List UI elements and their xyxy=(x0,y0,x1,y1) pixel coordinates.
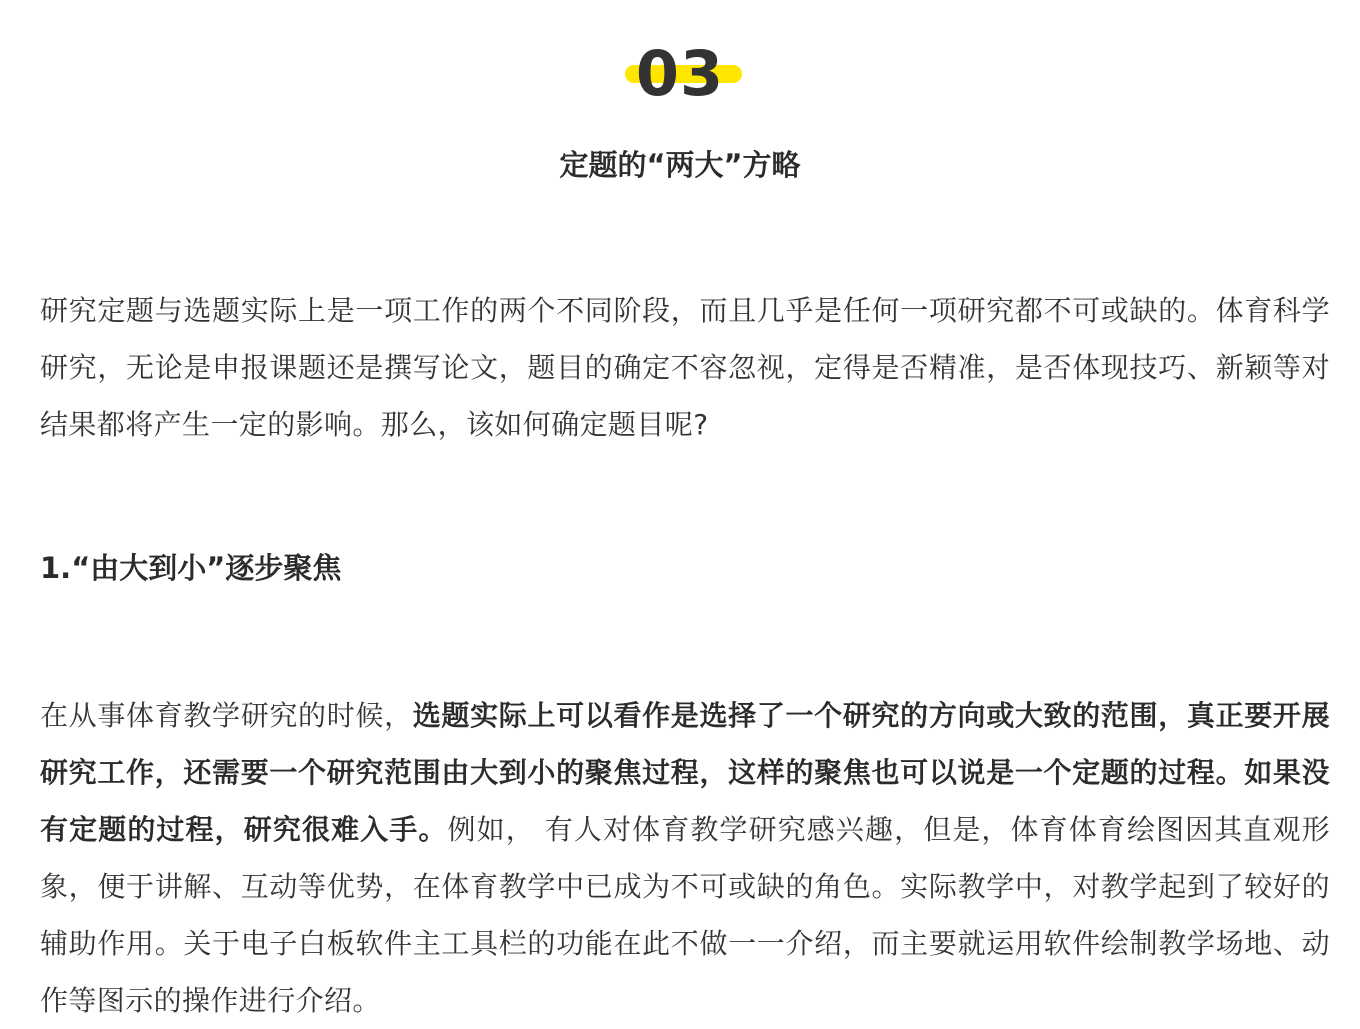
body-paragraph xyxy=(40,687,1330,1029)
section-number: 03 xyxy=(635,37,725,110)
intro-paragraph: 研究定题与选题实际上是一项工作的两个不同阶段，而且几乎是任何一项研究都不可或缺的。体育科学研究，无论是申报课题还是撰写论文，题目的确定不容忽视，定得是否精准，是否体现技巧、新颖等对结果都将产生一定的影响。那么，该如何确定题目呢? xyxy=(40,294,1330,441)
section-title: 定题的“两大”方略 xyxy=(559,148,801,182)
body-lead-text: 在从事体育教学研究的时候， xyxy=(40,699,413,732)
subsection-heading: 1.“由大到小”逐步聚焦 xyxy=(40,551,342,585)
section-number-block xyxy=(0,37,1360,116)
body-emphasis-text: 选题实际上可以看作是选择了一个研究的方向或大致的范围，真正要开展研究工作，还需要一个研究范围由大到小的聚焦过程，这样的聚焦也可以说是一个定题的过程。如果没有定题的过程，研究很难入手。 xyxy=(40,699,1330,846)
body-rest-text: 例如， 有人对体育教学研究感兴趣，但是，体育体育绘图因其直观形象，便于讲解、互动等优势，在体育教学中已成为不可或缺的角色。实际教学中，对教学起到了较好的辅助作用。关于电子白板软件主工具栏的功能在此不做一一介绍，而主要就运用软件绘制教学场地、动作等图示的操作进行介绍。 xyxy=(40,813,1330,1017)
